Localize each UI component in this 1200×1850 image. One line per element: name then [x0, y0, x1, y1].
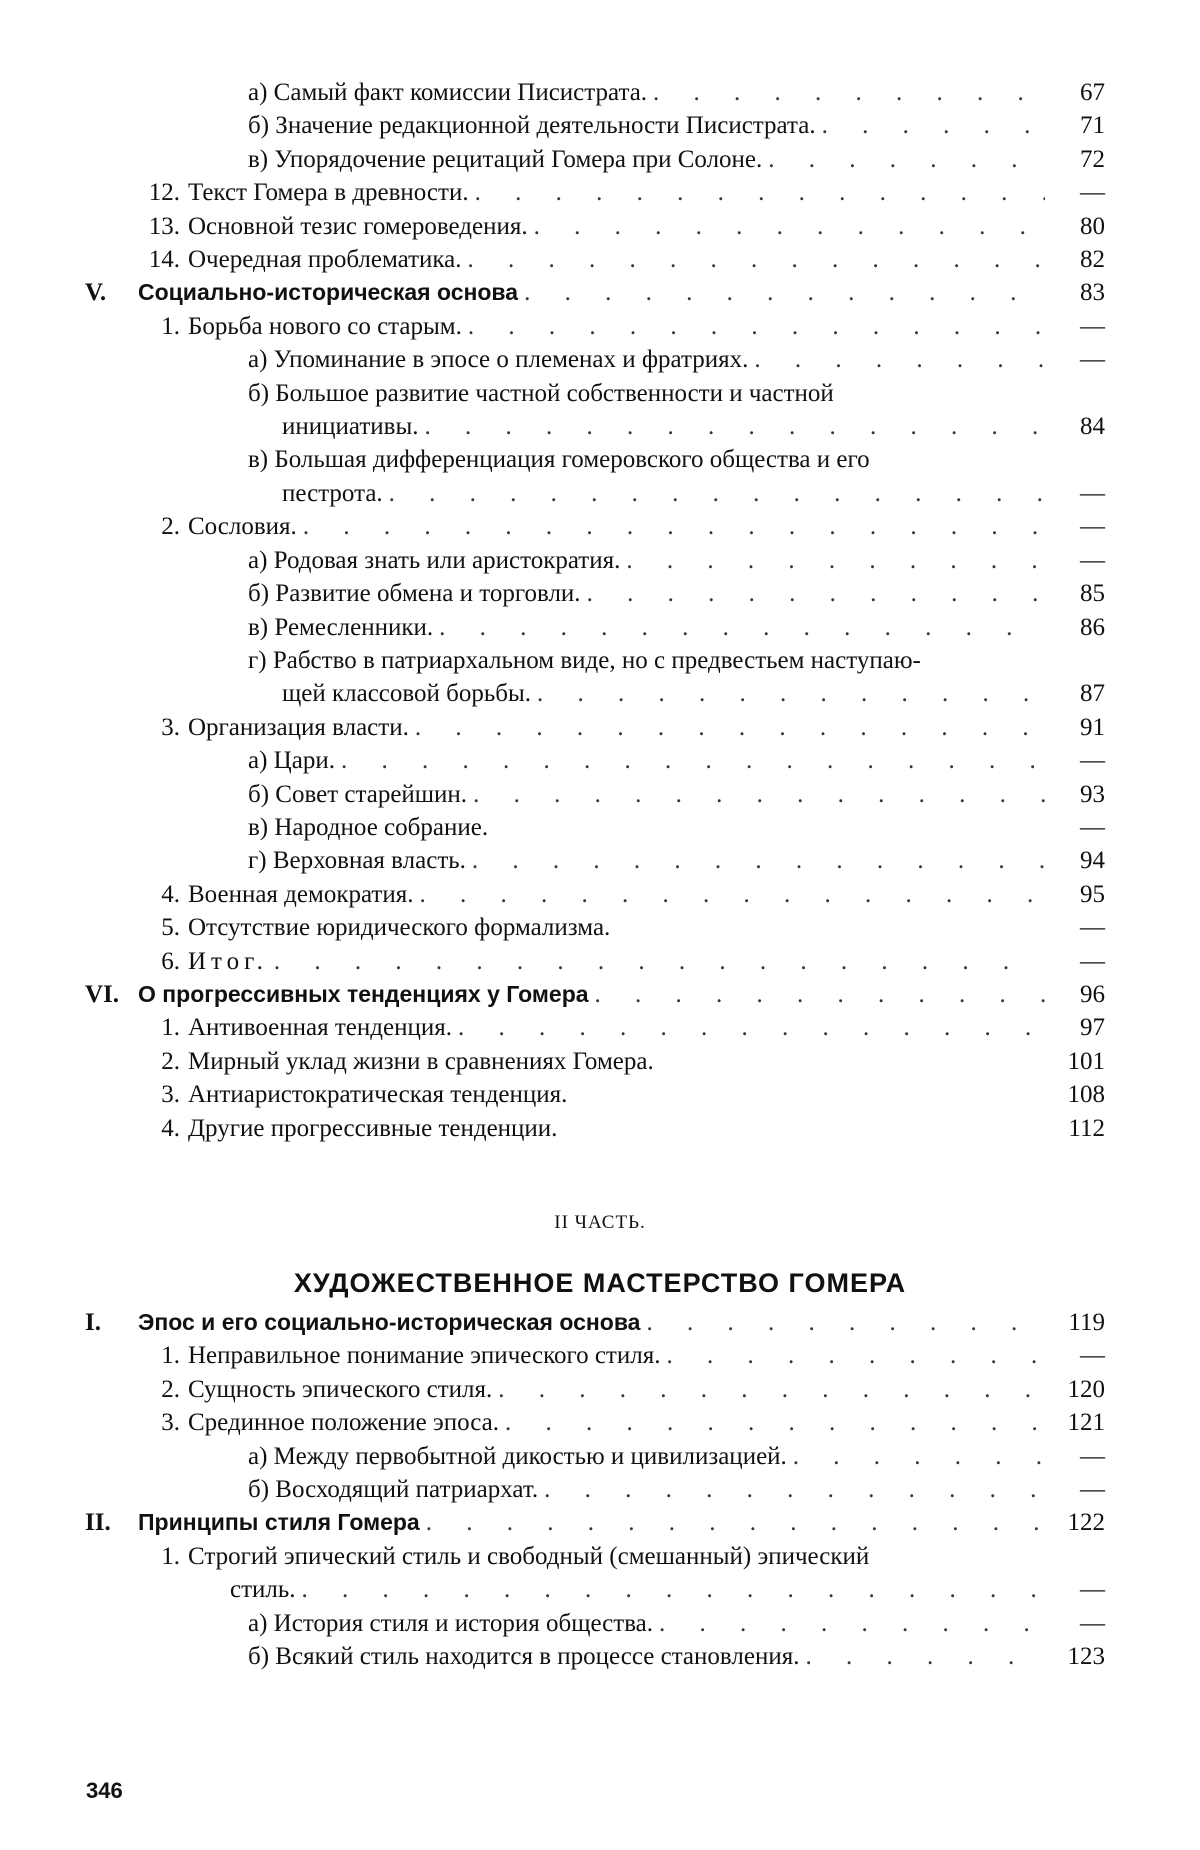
toc-entry-number: V. — [85, 279, 107, 307]
toc-entry-number: 1. — [161, 312, 180, 340]
toc-entry-title: а) Упоминание в эпосе о племенах и фратриях. — [248, 346, 749, 374]
toc-entry — [85, 677, 1105, 710]
toc-entry-page: 120 — [1067, 1375, 1105, 1403]
toc-entry-page: 80 — [1080, 212, 1105, 240]
dot-leader — [383, 477, 1045, 510]
toc-entry-title: а) Цари. — [248, 747, 335, 775]
toc-entry-title: б) Значение редакционной деятельности Писистрата. — [248, 112, 816, 140]
page-number: 346 — [86, 1778, 123, 1803]
toc-entry — [85, 978, 1105, 1011]
toc-entry-page: 85 — [1080, 580, 1105, 608]
toc-entry-title: пестрота. — [282, 479, 383, 507]
dot-leader — [787, 1440, 1045, 1473]
toc-entry-title: а) История стиля и история общества. — [248, 1609, 654, 1637]
toc-entry-title: Военная демократия. — [188, 880, 414, 908]
toc-entry — [85, 744, 1105, 777]
toc-entry — [85, 410, 1105, 443]
toc-entry — [85, 276, 1105, 309]
toc-entry — [85, 1011, 1105, 1044]
toc-entry-number: 2. — [161, 513, 180, 541]
toc-entry-page: 123 — [1067, 1643, 1105, 1671]
toc-entry — [85, 477, 1105, 510]
toc-entry — [85, 611, 1105, 644]
toc-entry-page: — — [1080, 546, 1105, 574]
dot-leader — [492, 1373, 1045, 1406]
toc-entry — [85, 76, 1105, 109]
toc-entry — [85, 844, 1105, 877]
toc-entry — [85, 1540, 1105, 1573]
toc-entry — [85, 945, 1105, 978]
table-of-contents-part-2 — [85, 1306, 1105, 1673]
dot-leader — [581, 577, 1045, 610]
toc-entry-number: II. — [85, 1509, 111, 1537]
toc-entry-title: б) Восходящий патриархат. — [248, 1476, 539, 1504]
dot-leader — [499, 1406, 1045, 1439]
toc-entry-page: — — [1080, 312, 1105, 340]
toc-entry — [85, 310, 1105, 343]
toc-entry-number: 14. — [148, 246, 180, 274]
toc-entry-title: в) Упорядочение рецитаций Гомера при Солоне. — [248, 145, 763, 173]
toc-entry-page: — — [1080, 346, 1105, 374]
dot-leader — [413, 878, 1045, 911]
toc-entry-title: б) Совет старейшин. — [248, 780, 468, 808]
toc-entry-page: 97 — [1080, 1014, 1105, 1042]
dot-leader — [589, 978, 1045, 1011]
toc-entry — [85, 711, 1105, 744]
toc-entry-title: Срединное положение эпоса. — [188, 1409, 499, 1437]
toc-entry-title: Борьба нового со старым. — [188, 312, 462, 340]
toc-entry-page: 112 — [1068, 1114, 1105, 1142]
dot-leader — [653, 1607, 1045, 1640]
toc-entry-number: 1. — [161, 1542, 180, 1570]
dot-leader — [528, 210, 1045, 243]
toc-entry-page: — — [1080, 947, 1105, 975]
toc-entry-page: 83 — [1080, 279, 1105, 307]
toc-entry-title: Строгий эпический стиль и свободный (смешанный) эпический — [188, 1542, 870, 1570]
toc-entry-page: 93 — [1080, 780, 1105, 808]
toc-entry-page: — — [1080, 1442, 1105, 1470]
toc-entry-title: щей классовой борьбы. — [282, 680, 532, 708]
dot-leader — [467, 778, 1045, 811]
toc-entry — [85, 377, 1105, 410]
toc-entry-page: 67 — [1080, 79, 1105, 106]
toc-entry — [85, 644, 1105, 677]
toc-entry-number: 2. — [161, 1375, 180, 1403]
toc-entry — [85, 1440, 1105, 1473]
toc-entry-title: б) Всякий стиль находится в процессе становления. — [248, 1643, 800, 1671]
toc-entry-title: а) Родовая знать или аристократия. — [248, 546, 621, 574]
toc-entry-title: инициативы. — [282, 413, 419, 441]
dot-leader — [419, 410, 1046, 443]
toc-entry — [85, 1112, 1105, 1145]
toc-entry-title: Антивоенная тенденция. — [188, 1014, 452, 1042]
toc-entry-page: — — [1080, 513, 1105, 541]
toc-entry-page: — — [1080, 1576, 1105, 1604]
toc-entry — [85, 878, 1105, 911]
toc-entry-page: — — [1080, 813, 1105, 841]
dot-leader — [531, 677, 1045, 710]
toc-entry-number: 4. — [161, 880, 180, 908]
toc-entry-title: б) Большое развитие частной собственности и частной — [248, 379, 834, 407]
toc-entry — [85, 544, 1105, 577]
toc-entry-number: 13. — [148, 212, 180, 240]
toc-entry-page: 101 — [1067, 1047, 1105, 1075]
toc-entry-page: — — [1080, 179, 1105, 207]
toc-entry-page: 94 — [1080, 847, 1105, 875]
toc-entry — [85, 778, 1105, 811]
toc-entry-title: Основной тезис гомероведения. — [188, 212, 528, 240]
toc-entry — [85, 1339, 1105, 1372]
toc-entry — [85, 1045, 1105, 1078]
dot-leader — [466, 844, 1045, 877]
dot-leader — [268, 945, 1045, 978]
toc-entry-page: 82 — [1080, 246, 1105, 274]
toc-entry-title: б) Развитие обмена и торговли. — [248, 580, 581, 608]
toc-entry-title: а) Между первобытной дикостью и цивилизацией. — [248, 1442, 787, 1470]
toc-entry — [85, 811, 1105, 844]
toc-entry-title: О прогрессивных тенденциях у Гомера — [138, 980, 589, 1007]
toc-entry-title: Отсутствие юридического формализма. — [188, 914, 611, 942]
toc-entry-page: — — [1080, 1342, 1105, 1370]
dot-leader — [420, 1506, 1045, 1539]
toc-entry-number: 6. — [161, 947, 180, 975]
toc-entry-page: 119 — [1068, 1309, 1105, 1336]
toc-entry — [85, 1473, 1105, 1506]
toc-entry-title: в) Большая дифференциация гомеровского общества и его — [248, 446, 870, 474]
toc-entry-number: 3. — [161, 713, 180, 741]
toc-entry — [85, 1640, 1105, 1673]
toc-entry-title: г) Рабство в патриархальном виде, но с предвестьем наступаю- — [248, 646, 921, 674]
toc-entry-title: Социально-историческая основа — [138, 279, 519, 306]
toc-entry-title: г) Верховная власть. — [248, 847, 466, 875]
toc-entry-title: Неправильное понимание эпического стиля. — [188, 1342, 661, 1370]
dot-leader — [462, 310, 1045, 343]
toc-entry-title: Итог. — [188, 947, 268, 975]
toc-entry-number: 4. — [161, 1114, 180, 1142]
toc-entry-page: — — [1080, 747, 1105, 775]
part-label: II ЧАСТЬ. — [554, 1212, 646, 1233]
toc-entry-title: Текст Гомера в древности. — [188, 179, 469, 207]
toc-entry — [85, 1506, 1105, 1539]
toc-entry-number: 2. — [161, 1047, 180, 1075]
toc-entry-title: Сословия. — [188, 513, 297, 541]
dot-leader — [762, 143, 1045, 176]
dot-leader — [409, 711, 1045, 744]
toc-entry-number: I. — [85, 1309, 101, 1336]
toc-entry — [85, 1406, 1105, 1439]
toc-entry — [85, 911, 1105, 944]
dot-leader — [297, 510, 1045, 543]
toc-entry-title: Организация власти. — [188, 713, 409, 741]
toc-entry-page: — — [1080, 479, 1105, 507]
toc-entry — [85, 577, 1105, 610]
dot-leader — [452, 1011, 1045, 1044]
toc-entry-title: Сущность эпического стиля. — [188, 1375, 493, 1403]
toc-entry-page: — — [1080, 914, 1105, 942]
dot-leader — [660, 1339, 1045, 1372]
toc-entry — [85, 176, 1105, 209]
dot-leader — [620, 544, 1045, 577]
toc-entry-number: 1. — [161, 1342, 180, 1370]
dot-leader — [518, 276, 1045, 309]
dot-leader — [296, 1573, 1045, 1606]
toc-entry-page: 86 — [1080, 613, 1105, 641]
dot-leader — [799, 1640, 1045, 1673]
toc-entry-title: Другие прогрессивные тенденции. — [188, 1114, 558, 1142]
toc-entry-title: Мирный уклад жизни в сравнениях Гомера. — [188, 1047, 654, 1075]
toc-entry-page: 72 — [1080, 145, 1105, 173]
toc-entry-title: стиль. — [230, 1576, 296, 1604]
part-title: ХУДОЖЕСТВЕННОЕ МАСТЕРСТВО ГОМЕРА — [293, 1268, 907, 1298]
toc-entry-page: — — [1080, 1609, 1105, 1637]
dot-leader — [462, 243, 1046, 276]
toc-entry — [85, 1607, 1105, 1640]
toc-entry-title: Очередная проблематика. — [188, 246, 462, 274]
toc-entry — [85, 1373, 1105, 1406]
toc-entry-page: 71 — [1080, 112, 1105, 140]
toc-entry-title: в) Ремесленники. — [248, 613, 434, 641]
toc-entry-page: 95 — [1080, 880, 1105, 908]
table-of-contents-part-1 — [85, 76, 1105, 1145]
toc-entry-page: 96 — [1080, 980, 1105, 1008]
toc-entry-title: Антиаристократическая тенденция. — [188, 1081, 568, 1109]
toc-entry-page: 121 — [1067, 1409, 1105, 1437]
toc-entry-page: 84 — [1080, 413, 1105, 441]
dot-leader — [748, 343, 1045, 376]
toc-entry-number: 1. — [161, 1014, 180, 1042]
toc-entry — [85, 443, 1105, 476]
toc-entry-title: Принципы стиля Гомера — [138, 1509, 420, 1536]
dot-leader — [538, 1473, 1045, 1506]
toc-entry-number: 3. — [161, 1081, 180, 1109]
toc-entry — [85, 109, 1105, 142]
toc-entry-page: 87 — [1080, 680, 1105, 708]
toc-entry-page: 108 — [1067, 1081, 1105, 1109]
toc-entry — [85, 1306, 1105, 1339]
toc-entry-number: 3. — [161, 1409, 180, 1437]
toc-entry-number: VI. — [85, 980, 120, 1008]
dot-leader — [433, 611, 1045, 644]
toc-entry — [85, 243, 1105, 276]
toc-entry — [85, 1573, 1105, 1606]
dot-leader — [335, 744, 1045, 777]
toc-entry-page: 91 — [1080, 713, 1105, 741]
toc-entry-title: Эпос и его социально-историческая основа — [138, 1309, 641, 1335]
toc-entry — [85, 510, 1105, 543]
toc-entry-page: 122 — [1067, 1509, 1105, 1537]
toc-entry-number: 5. — [161, 914, 180, 942]
toc-entry-title: а) Самый факт комиссии Писистрата. — [248, 79, 648, 106]
dot-leader — [640, 1306, 1045, 1339]
toc-entry-number: 12. — [148, 179, 180, 207]
toc-entry — [85, 343, 1105, 376]
dot-leader — [647, 76, 1045, 109]
toc-entry — [85, 1078, 1105, 1111]
dot-leader — [816, 109, 1045, 142]
toc-entry — [85, 143, 1105, 176]
toc-entry-title: в) Народное собрание. — [248, 813, 489, 841]
dot-leader — [469, 176, 1045, 209]
toc-entry-page: — — [1080, 1476, 1105, 1504]
toc-entry — [85, 210, 1105, 243]
